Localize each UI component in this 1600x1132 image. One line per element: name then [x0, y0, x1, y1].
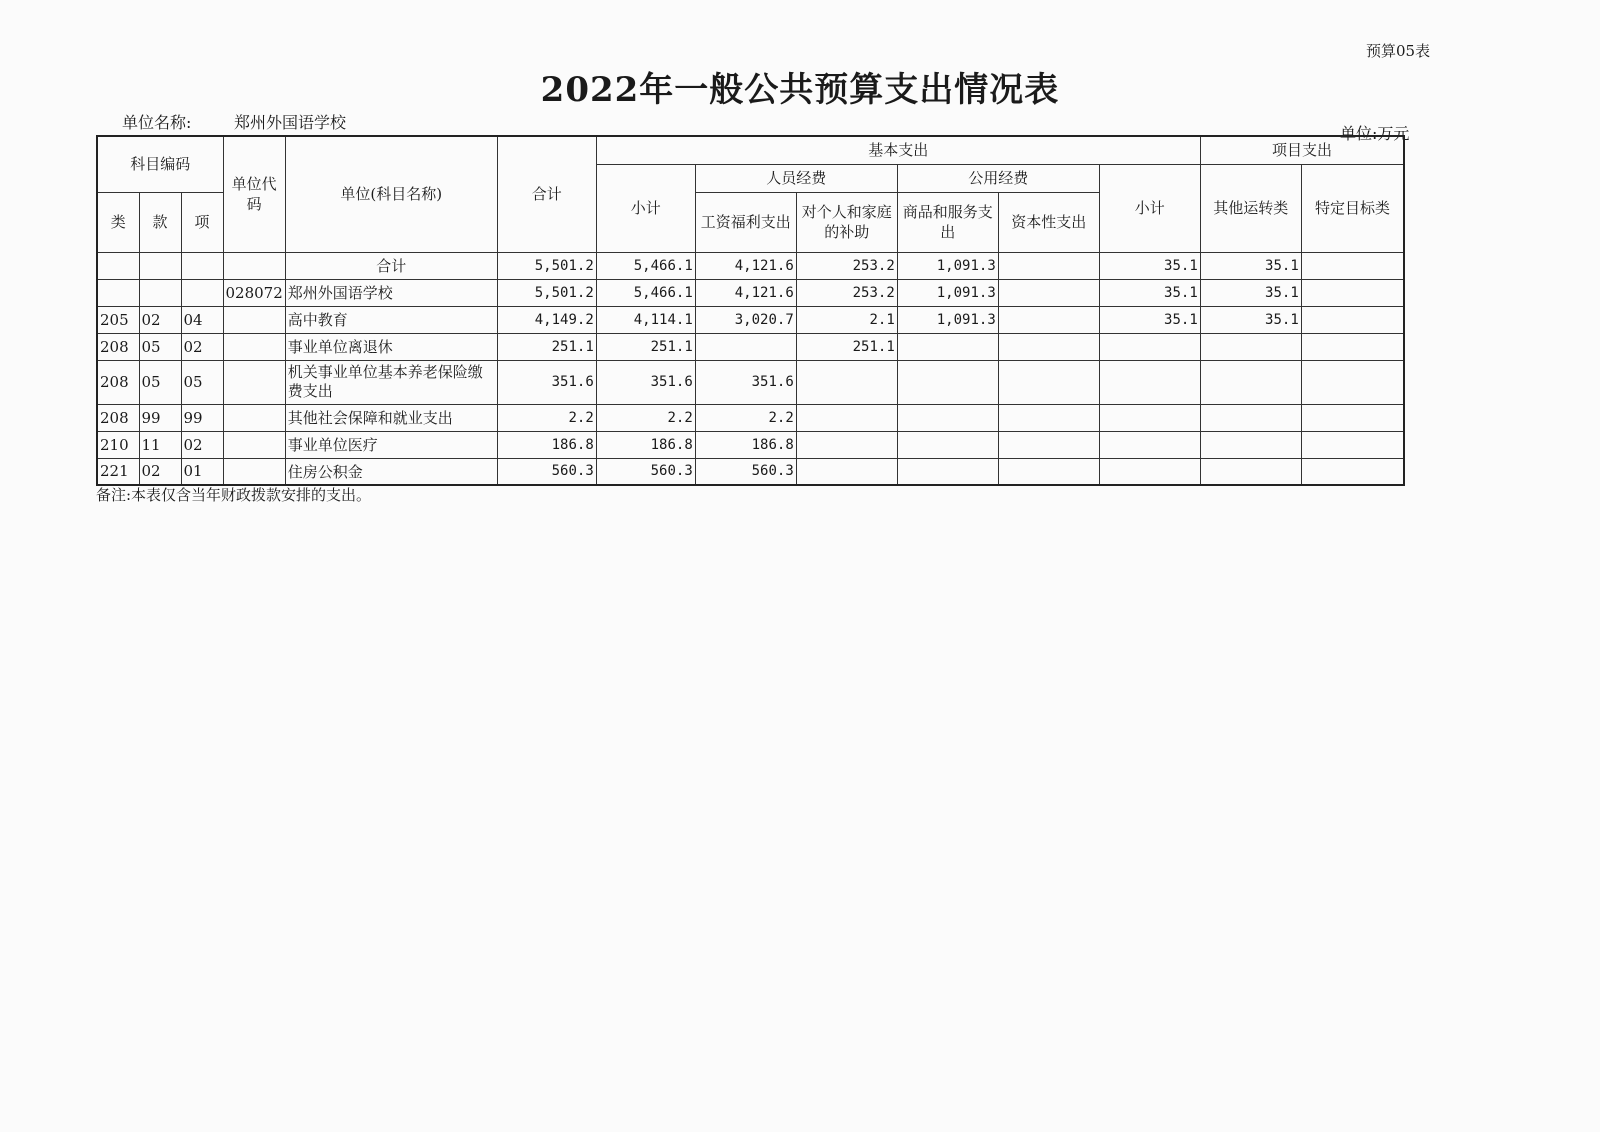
cell-specific — [1301, 279, 1404, 306]
cell-subtotal: 2.2 — [596, 404, 695, 431]
cell-name: 合计 — [285, 252, 497, 279]
cell-other-transfer — [1200, 333, 1301, 360]
cell-name: 高中教育 — [285, 306, 497, 333]
cell-lei: 221 — [97, 458, 139, 485]
cell-specific — [1301, 252, 1404, 279]
header-project-expenditure: 项目支出 — [1200, 136, 1404, 164]
cell-subtotal: 4,114.1 — [596, 306, 695, 333]
cell-kuan: 11 — [139, 431, 181, 458]
cell-project-subtotal — [1099, 458, 1200, 485]
cell-other-transfer — [1200, 404, 1301, 431]
cell-total: 2.2 — [497, 404, 596, 431]
cell-xiang: 05 — [181, 360, 223, 404]
cell-name: 机关事业单位基本养老保险缴费支出 — [285, 360, 497, 404]
cell-wages: 4,121.6 — [695, 252, 796, 279]
header-capital: 资本性支出 — [998, 192, 1099, 252]
cell-goods — [897, 431, 998, 458]
header-total: 合计 — [497, 136, 596, 252]
cell-wages: 351.6 — [695, 360, 796, 404]
cell-wages: 4,121.6 — [695, 279, 796, 306]
footnote: 备注:本表仅含当年财政拨款安排的支出。 — [96, 486, 372, 504]
cell-lei: 208 — [97, 333, 139, 360]
cell-total: 351.6 — [497, 360, 596, 404]
cell-subtotal: 560.3 — [596, 458, 695, 485]
cell-subtotal: 251.1 — [596, 333, 695, 360]
page-title: 2022年一般公共预算支出情况表 — [540, 70, 1060, 110]
cell-name: 郑州外国语学校 — [285, 279, 497, 306]
cell-specific — [1301, 306, 1404, 333]
cell-unit-code — [223, 431, 285, 458]
cell-kuan — [139, 279, 181, 306]
cell-kuan: 02 — [139, 458, 181, 485]
cell-goods — [897, 333, 998, 360]
cell-xiang: 02 — [181, 333, 223, 360]
table-row — [97, 252, 1404, 279]
cell-subtotal: 351.6 — [596, 360, 695, 404]
cell-project-subtotal — [1099, 404, 1200, 431]
cell-unit-code: 028072 — [223, 279, 285, 306]
cell-capital — [998, 404, 1099, 431]
cell-xiang — [181, 279, 223, 306]
header-goods-services: 商品和服务支出 — [897, 192, 998, 252]
cell-project-subtotal: 35.1 — [1099, 252, 1200, 279]
form-number: 预算05表 — [1366, 42, 1431, 60]
cell-project-subtotal — [1099, 431, 1200, 458]
cell-total: 560.3 — [497, 458, 596, 485]
table-row — [97, 431, 1404, 458]
cell-unit-code — [223, 404, 285, 431]
cell-xiang: 02 — [181, 431, 223, 458]
cell-unit-code — [223, 252, 285, 279]
cell-kuan: 05 — [139, 360, 181, 404]
cell-subsidy: 253.2 — [796, 279, 897, 306]
cell-xiang: 01 — [181, 458, 223, 485]
cell-subtotal: 5,466.1 — [596, 252, 695, 279]
cell-total: 5,501.2 — [497, 252, 596, 279]
header-xiang: 项 — [181, 192, 223, 252]
cell-kuan: 05 — [139, 333, 181, 360]
cell-total: 186.8 — [497, 431, 596, 458]
cell-project-subtotal: 35.1 — [1099, 279, 1200, 306]
cell-goods — [897, 404, 998, 431]
cell-other-transfer: 35.1 — [1200, 306, 1301, 333]
cell-other-transfer — [1200, 458, 1301, 485]
cell-name: 其他社会保障和就业支出 — [285, 404, 497, 431]
header-subject-code: 科目编码 — [97, 136, 223, 192]
cell-total: 251.1 — [497, 333, 596, 360]
header-project-subtotal: 小计 — [1099, 164, 1200, 252]
cell-goods — [897, 458, 998, 485]
cell-subsidy — [796, 431, 897, 458]
cell-capital — [998, 333, 1099, 360]
header-kuan: 款 — [139, 192, 181, 252]
cell-specific — [1301, 360, 1404, 404]
cell-goods: 1,091.3 — [897, 279, 998, 306]
cell-specific — [1301, 431, 1404, 458]
table-row — [97, 360, 1404, 404]
cell-kuan: 99 — [139, 404, 181, 431]
header-subsidy: 对个人和家庭的补助 — [796, 192, 897, 252]
unit-name-label: 单位名称: — [122, 113, 192, 132]
header-wages: 工资福利支出 — [695, 192, 796, 252]
cell-lei: 210 — [97, 431, 139, 458]
cell-goods: 1,091.3 — [897, 252, 998, 279]
cell-capital — [998, 306, 1099, 333]
cell-subsidy — [796, 360, 897, 404]
cell-subtotal: 186.8 — [596, 431, 695, 458]
cell-project-subtotal: 35.1 — [1099, 306, 1200, 333]
cell-name: 事业单位离退休 — [285, 333, 497, 360]
header-basic-expenditure: 基本支出 — [596, 136, 1200, 164]
header-public-funds: 公用经费 — [897, 164, 1099, 192]
cell-other-transfer — [1200, 431, 1301, 458]
cell-subtotal: 5,466.1 — [596, 279, 695, 306]
cell-name: 住房公积金 — [285, 458, 497, 485]
unit-name-value: 郑州外国语学校 — [234, 113, 347, 132]
cell-subsidy — [796, 458, 897, 485]
cell-other-transfer: 35.1 — [1200, 252, 1301, 279]
cell-capital — [998, 279, 1099, 306]
table-header — [97, 136, 1404, 252]
header-unit-code: 单位代码 — [223, 136, 285, 252]
cell-wages: 3,020.7 — [695, 306, 796, 333]
cell-xiang: 99 — [181, 404, 223, 431]
cell-total: 4,149.2 — [497, 306, 596, 333]
cell-total: 5,501.2 — [497, 279, 596, 306]
header-specific-target: 特定目标类 — [1301, 164, 1404, 252]
currency-unit-label: 单位:万元 — [1340, 124, 1410, 143]
table-row — [97, 333, 1404, 360]
cell-capital — [998, 252, 1099, 279]
cell-capital — [998, 431, 1099, 458]
cell-unit-code — [223, 360, 285, 404]
cell-project-subtotal — [1099, 360, 1200, 404]
cell-wages — [695, 333, 796, 360]
cell-capital — [998, 360, 1099, 404]
cell-unit-code — [223, 458, 285, 485]
cell-xiang — [181, 252, 223, 279]
cell-project-subtotal — [1099, 333, 1200, 360]
table-row — [97, 279, 1404, 306]
cell-subsidy: 2.1 — [796, 306, 897, 333]
cell-kuan — [139, 252, 181, 279]
cell-other-transfer — [1200, 360, 1301, 404]
cell-unit-code — [223, 333, 285, 360]
header-personnel: 人员经费 — [695, 164, 897, 192]
table-row — [97, 306, 1404, 333]
header-unit-subject: 单位(科目名称) — [285, 136, 497, 252]
cell-other-transfer: 35.1 — [1200, 279, 1301, 306]
cell-unit-code — [223, 306, 285, 333]
table-row — [97, 458, 1404, 485]
cell-lei — [97, 279, 139, 306]
cell-specific — [1301, 458, 1404, 485]
cell-xiang: 04 — [181, 306, 223, 333]
budget-table — [96, 135, 1405, 486]
cell-specific — [1301, 404, 1404, 431]
cell-goods — [897, 360, 998, 404]
cell-wages: 560.3 — [695, 458, 796, 485]
cell-subsidy: 253.2 — [796, 252, 897, 279]
cell-subsidy — [796, 404, 897, 431]
cell-lei: 205 — [97, 306, 139, 333]
cell-subsidy: 251.1 — [796, 333, 897, 360]
header-other-transfer: 其他运转类 — [1200, 164, 1301, 252]
table-row — [97, 404, 1404, 431]
cell-goods: 1,091.3 — [897, 306, 998, 333]
cell-wages: 2.2 — [695, 404, 796, 431]
header-lei: 类 — [97, 192, 139, 252]
table-body — [97, 252, 1404, 485]
cell-lei: 208 — [97, 360, 139, 404]
cell-lei: 208 — [97, 404, 139, 431]
cell-specific — [1301, 333, 1404, 360]
cell-name: 事业单位医疗 — [285, 431, 497, 458]
cell-kuan: 02 — [139, 306, 181, 333]
cell-wages: 186.8 — [695, 431, 796, 458]
header-basic-subtotal: 小计 — [596, 164, 695, 252]
cell-lei — [97, 252, 139, 279]
cell-capital — [998, 458, 1099, 485]
